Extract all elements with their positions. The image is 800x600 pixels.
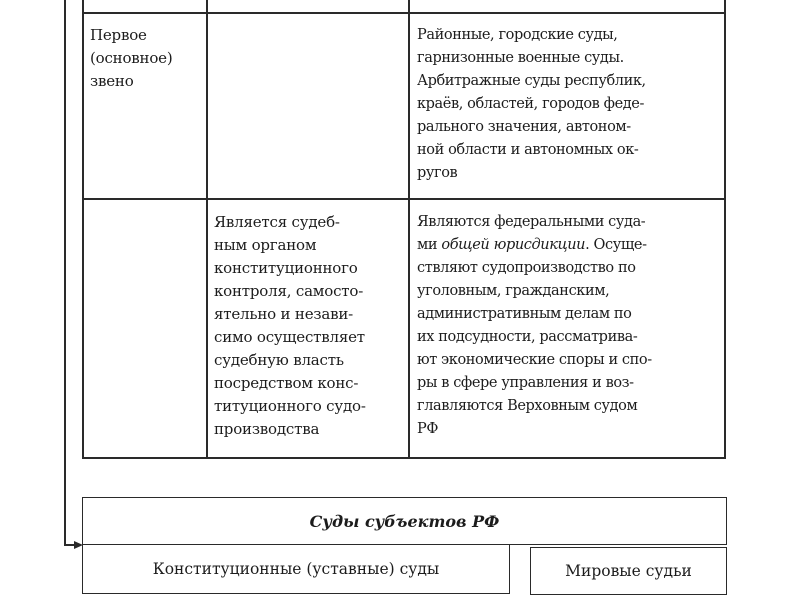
general-courts-cell bbox=[417, 211, 652, 441]
general-jurisdiction-term: общей юрисдикции bbox=[441, 237, 586, 253]
table-border bbox=[82, 12, 726, 14]
table-border bbox=[206, 0, 208, 459]
general-courts-text: Являются федеральными суда- ми bbox=[417, 214, 646, 253]
general-courts-cell: Районные, городские суды, гарнизонные военные суды. Арбитражные суды республик, краёв, областей, городов феде- рального значения, автоном- ной области и автономных ок- ругов bbox=[417, 27, 646, 181]
table-border bbox=[82, 0, 84, 459]
constitutional-courts-box: Конституционные (уставные) суды bbox=[82, 544, 510, 594]
subject-courts-box: Суды субъектов РФ bbox=[82, 497, 727, 545]
connector-line bbox=[64, 0, 66, 546]
justices-of-peace-box: Мировые судьи bbox=[530, 547, 727, 595]
table-border bbox=[82, 198, 726, 200]
constitutional-court-cell: Является судеб- ным органом конституционного контроля, самосто- ятельно и незави- симо осуществляет судебную власть посредством конс- титуционного судо- производства bbox=[214, 213, 366, 438]
table-border bbox=[408, 0, 410, 459]
general-courts-text: . Осуще- ствляют судопроизводство по уголовным, гражданским, административным делам по их подсудности, рассматрива- ют экономические споры и спо- ры в сфере управления и воз- главляются Верховным судом РФ bbox=[417, 237, 652, 437]
table-border bbox=[724, 0, 726, 459]
table-border bbox=[82, 457, 726, 459]
court-level-cell: Первое (основное) звено bbox=[90, 26, 173, 90]
